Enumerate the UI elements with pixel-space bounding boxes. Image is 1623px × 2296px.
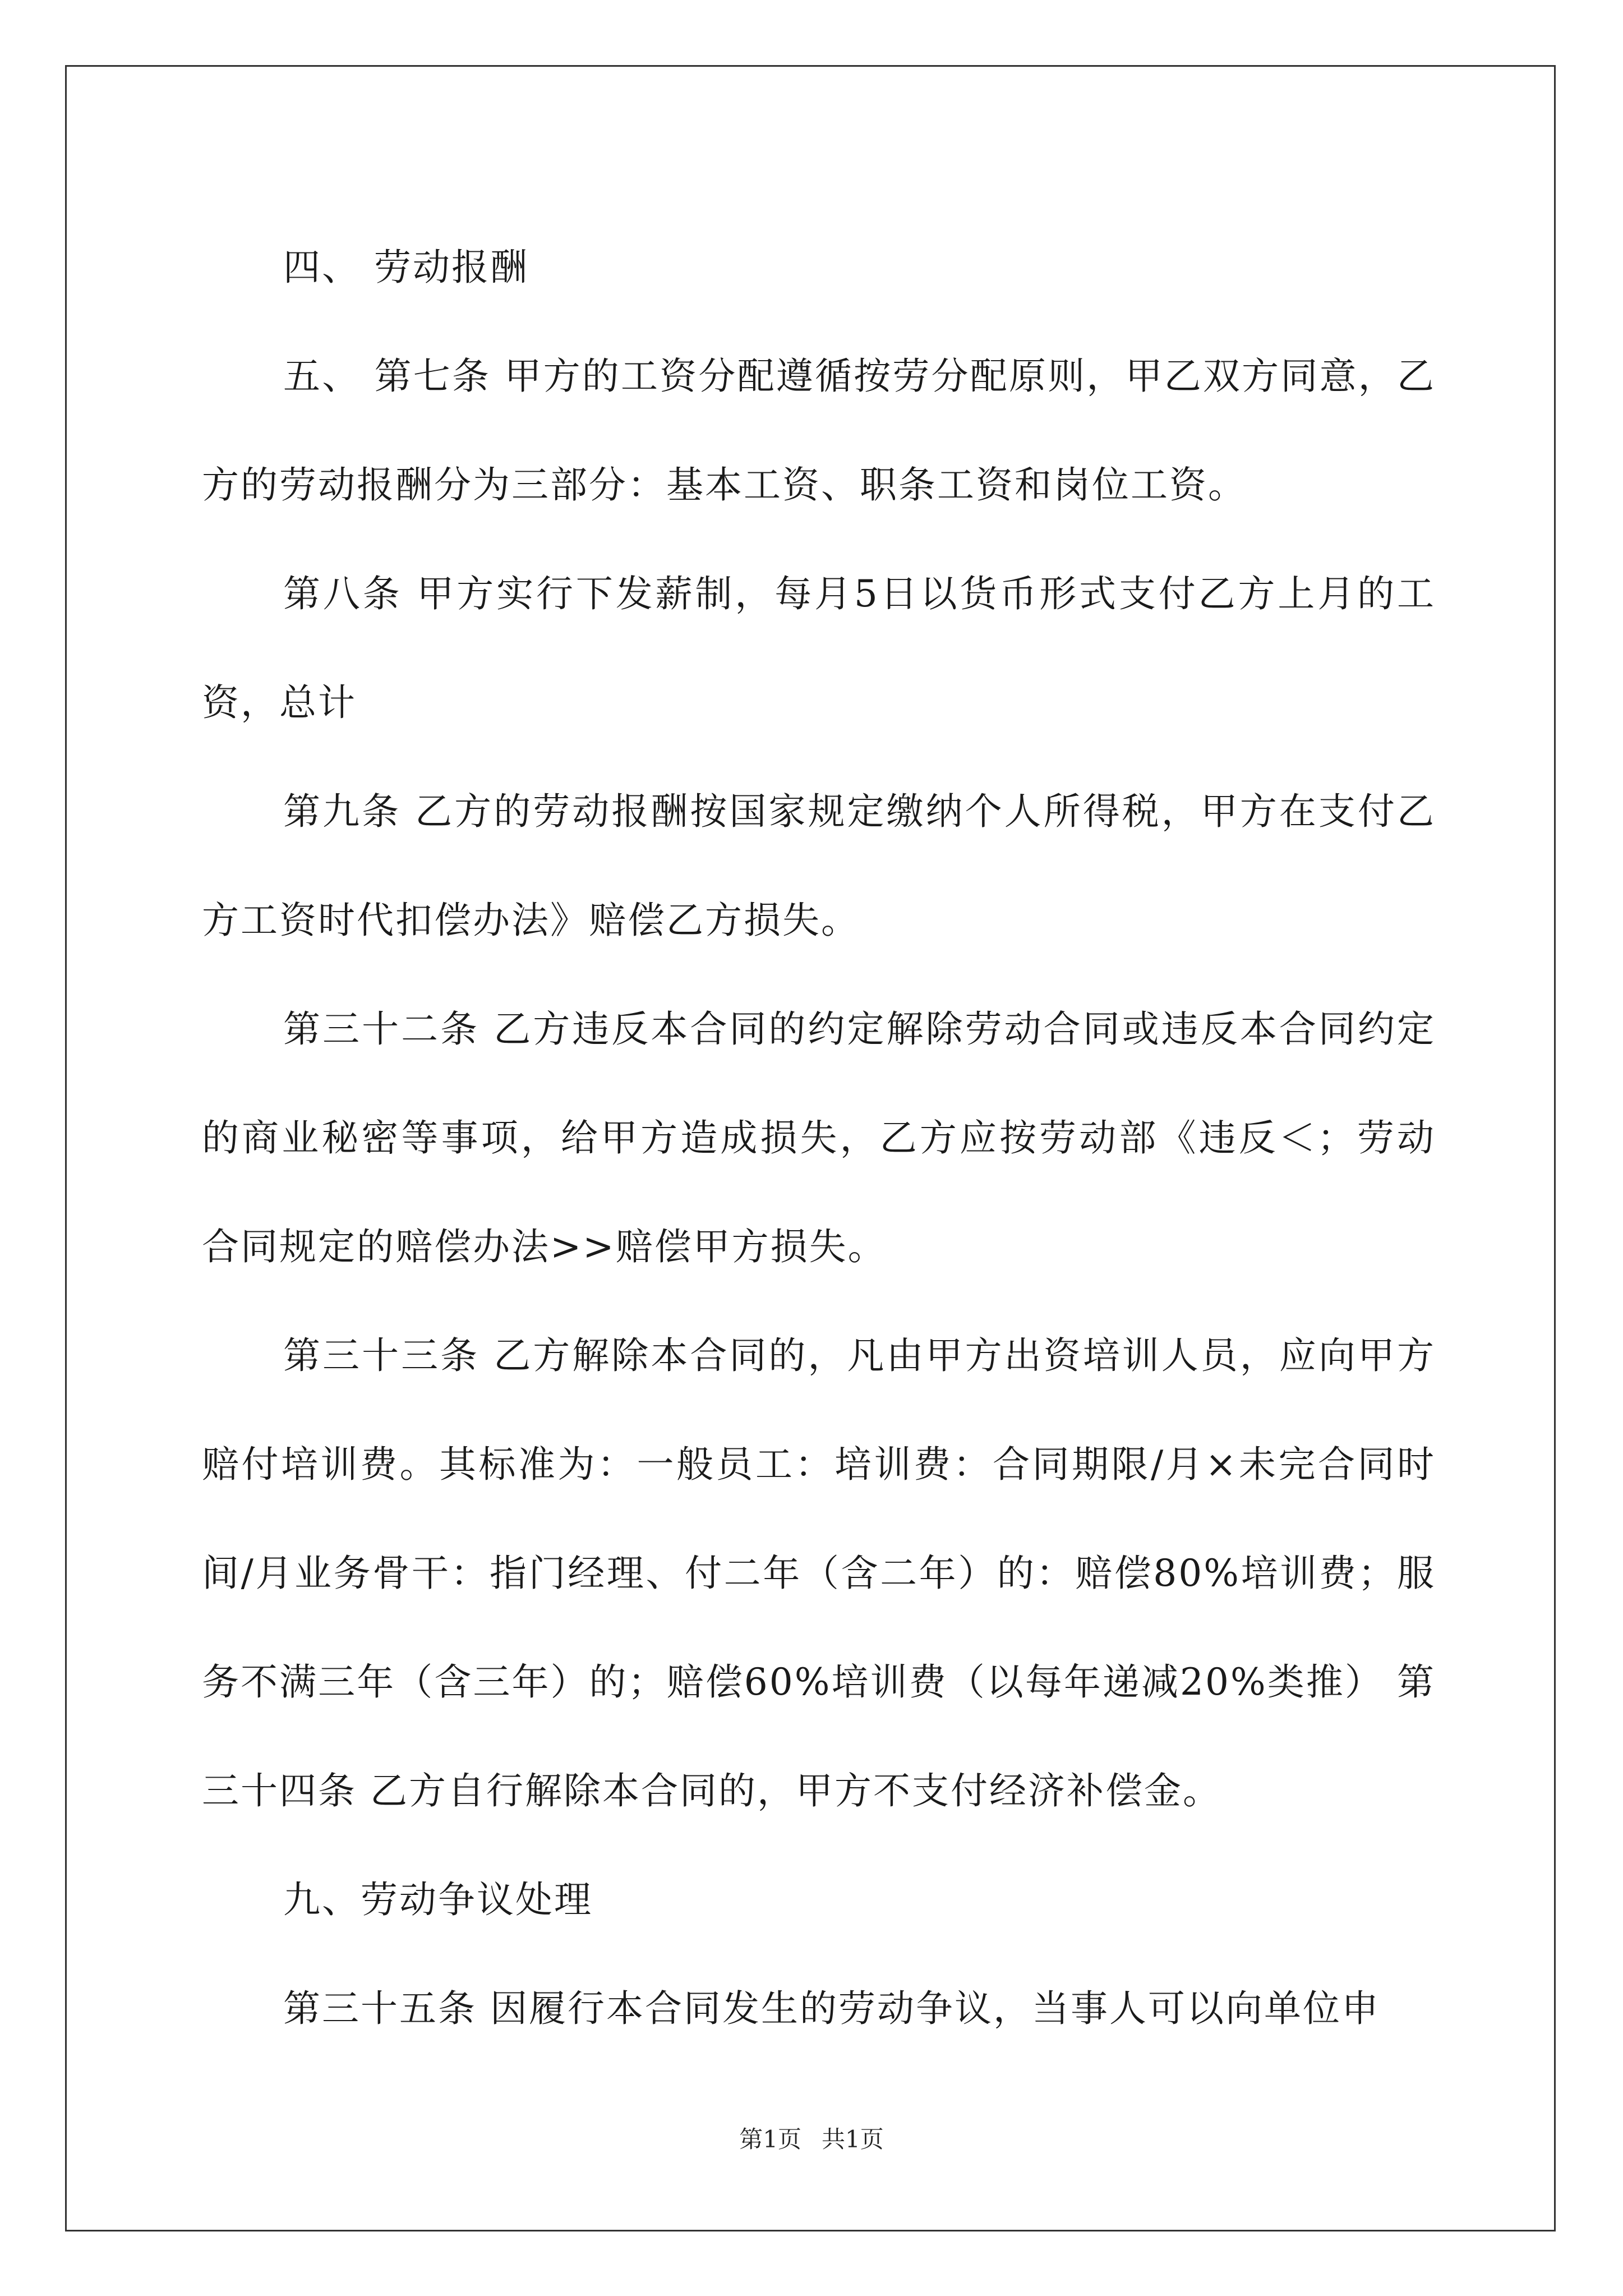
paragraph-article-7: 五、 第七条 甲方的工资分配遵循按劳分配原则，甲乙双方同意，乙方的劳动报酬分为三部分：基本工资、职条工资和岗位工资。 <box>202 355 1436 507</box>
section-heading-labor-pay: 四、 劳动报酬 <box>283 246 529 289</box>
paragraph-article-33-34: 第三十三条 乙方解除本合同的，凡由甲方出资培训人员，应向甲方赔付培训费。其标准为：一般员工：培训费：合同期限/月×未完合同时间/月业务骨干：指门经理、付二年（含二年）的：赔偿80%培训费；服务不满三年（含三年）的；赔偿60%培训费（以每年递减20%类推） 第三十四条 乙方自行解除本合同的，甲方不支付经济补偿金。 <box>202 1334 1436 1812</box>
document-body <box>202 213 1436 2063</box>
page-number: 第1页 <box>739 2125 801 2153</box>
page-total: 共1页 <box>822 2125 884 2153</box>
section-heading-labor-dispute: 九、劳动争议处理 <box>283 1878 593 1921</box>
paragraph-article-8: 第八条 甲方实行下发薪制，每月5日以货币形式支付乙方上月的工资，总计 <box>202 572 1436 724</box>
paragraph-article-9: 第九条 乙方的劳动报酬按国家规定缴纳个人所得税，甲方在支付乙方工资时代扣偿办法》赔偿乙方损失。 <box>202 790 1436 942</box>
page-footer <box>0 2123 1623 2156</box>
paragraph-article-35: 第三十五条 因履行本合同发生的劳动争议，当事人可以向单位申 <box>283 1987 1380 2030</box>
paragraph-article-32: 第三十二条 乙方违反本合同的约定解除劳动合同或违反本合同约定的商业秘密等事项，给甲方造成损失，乙方应按劳动部《违反＜；劳动合同规定的赔偿办法>>赔偿甲方损失。 <box>202 1007 1436 1268</box>
